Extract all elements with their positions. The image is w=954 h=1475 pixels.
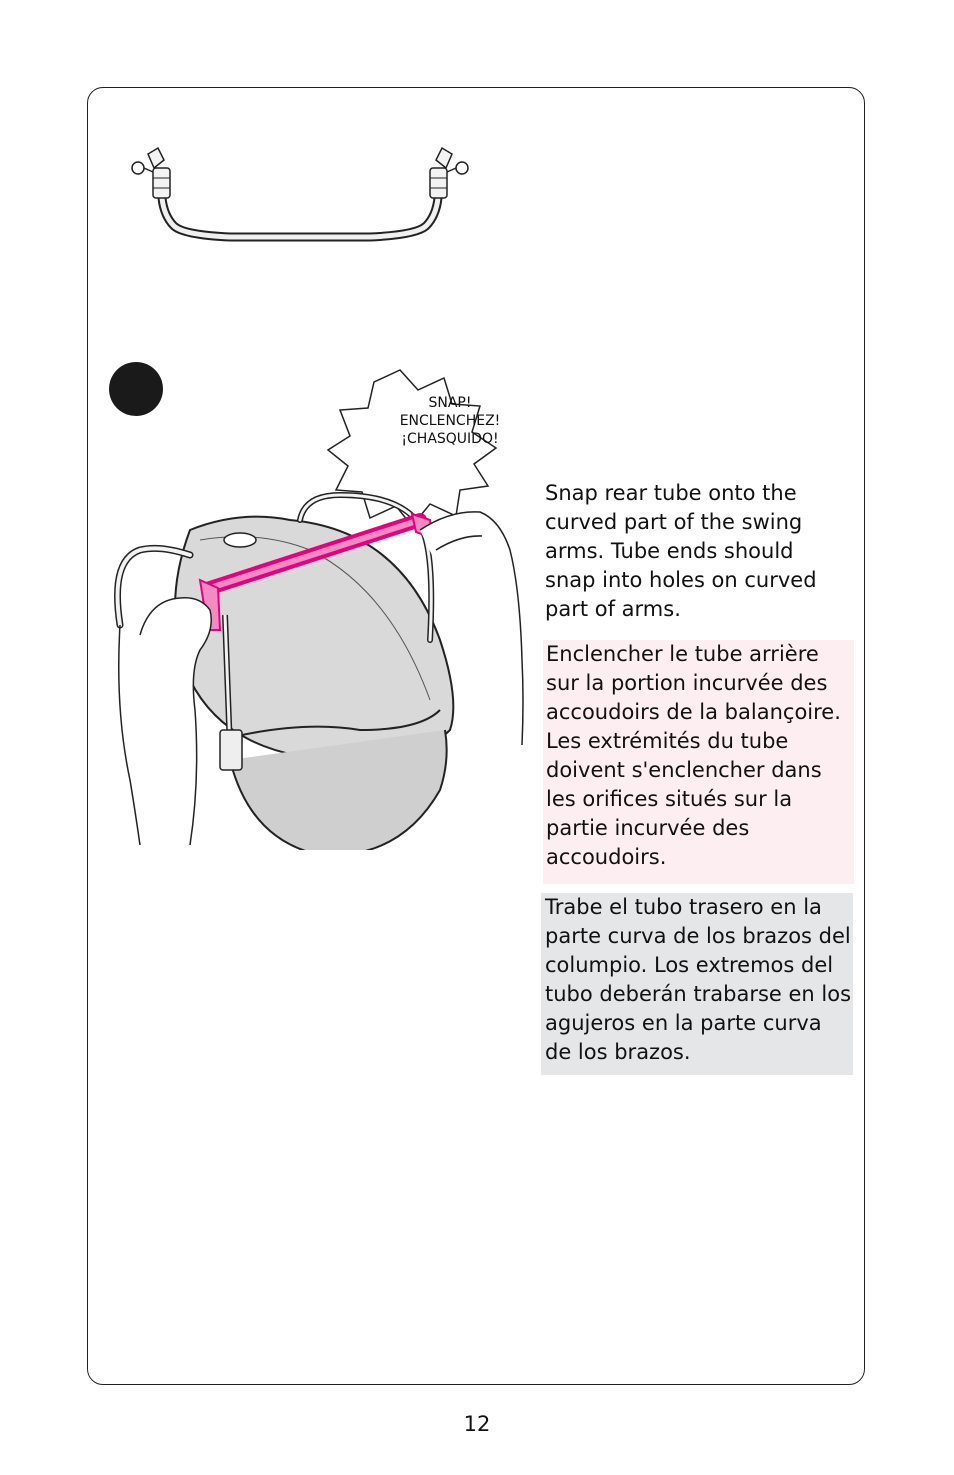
instruction-spanish: Trabe el tubo trasero en la parte curva de los brazos del columpio. Los extremos del tubo deberán trabarse en los agujeros en la parte curva de los brazos. <box>541 893 853 1075</box>
snap-callout-line-fr: ENCLENCHEZ! <box>399 413 501 429</box>
curved-rear-tube-icon <box>120 138 480 258</box>
instruction-english: Snap rear tube onto the curved part of the swing arms. Tube ends should snap into holes on curved part of arms. <box>545 481 817 621</box>
page-number: 12 <box>463 1412 491 1436</box>
instruction-french: Enclencher le tube arrière sur la portion incurvée des accoudoirs de la balançoire. Les extrémités du tube doivent s'enclencher dans les orifices situés sur la partie incurvée des accoudoirs. <box>543 640 854 884</box>
snap-callout <box>380 394 520 448</box>
snap-callout-line-en: SNAP! <box>428 395 472 411</box>
snap-callout-line-es: ¡CHASQUIDO! <box>401 431 499 447</box>
